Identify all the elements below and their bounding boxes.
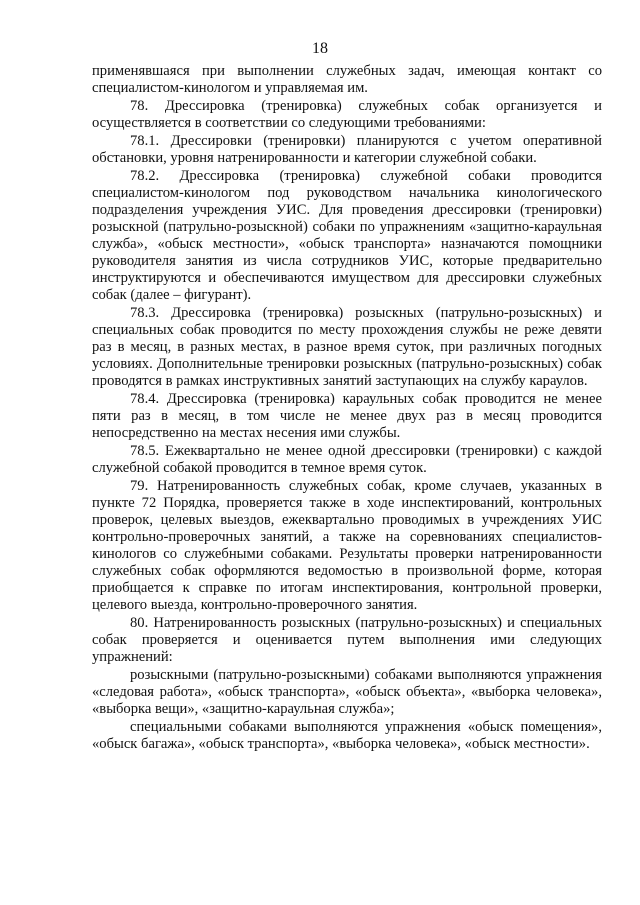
paragraph-79: 79. Натренированность служебных собак, кроме случаев, указанных в пункте 72 Порядка, проверяется также в ходе инспектирований, контрольных проверок, целевых выездов, ежеквартально проводимых в учреждениях УИС контрольно-проверочных занятий, а также на соревнованиях специалистов-кинологов со служебными собаками. Результаты проверки натренированности служебных собак оформляются ведомостью в произвольной форме, которая приобщается к справке по итогам инспектирования, контрольной проверки, целевого выезда, контрольно-проверочного занятия. <box>92 478 602 613</box>
paragraph-78-1: 78.1. Дрессировки (тренировки) планируются с учетом оперативной обстановки, уровня натренированности и категории служебной собаки. <box>92 133 602 166</box>
page-number: 18 <box>312 40 328 57</box>
paragraph-78-4: 78.4. Дрессировка (тренировка) караульных собак проводится не менее пяти раз в месяц, в том числе не менее двух раз в месяц проводится непосредственно на местах несения ими службы. <box>92 391 602 441</box>
paragraph-80-special-dogs: специальными собаками выполняются упражнения «обыск помещения», «обыск багажа», «обыск транспорта», «выборка человека», «обыск местности». <box>92 719 602 752</box>
paragraph-78-3: 78.3. Дрессировка (тренировка) розыскных (патрульно-розыскных) и специальных собак проводится по месту прохождения службы не реже девяти раз в месяц, в разных местах, в разное время суток, при различных погодных условиях. Дополнительные тренировки розыскных (патрульно-розыскных) собак проводятся в рамках инструктивных занятий заступающих на службу караулов. <box>92 305 602 389</box>
document-body <box>92 63 602 753</box>
paragraph-78-5: 78.5. Ежеквартально не менее одной дрессировки (тренировки) с каждой служебной собакой проводится в темное время суток. <box>92 443 602 476</box>
paragraph-80-search-dogs: розыскными (патрульно-розыскными) собаками выполняются упражнения «следовая работа», «обыск транспорта», «обыск объекта», «выборка человека», «выборка вещи», «защитно-караульная служба»; <box>92 667 602 717</box>
paragraph-continuation: применявшаяся при выполнении служебных задач, имеющая контакт со специалистом-кинологом и управляемая им. <box>92 63 602 96</box>
paragraph-78: 78. Дрессировка (тренировка) служебных собак организуется и осуществляется в соответствии со следующими требованиями: <box>92 98 602 131</box>
paragraph-80: 80. Натренированность розыскных (патрульно-розыскных) и специальных собак проверяется и оценивается путем выполнения ими следующих упражнений: <box>92 615 602 665</box>
paragraph-78-2: 78.2. Дрессировка (тренировка) служебной собаки проводится специалистом-кинологом под руководством начальника кинологического подразделения учреждения УИС. Для проведения дрессировки (тренировки) розыскной (патрульно-розыскной) собаки по упражнениям «защитно-караульная служба», «обыск местности», «обыск транспорта» назначаются помощники руководителя занятия из числа сотрудников УИС, которые предварительно инструктируются и обеспечиваются имуществом для дрессировки служебных собак (далее – фигурант). <box>92 168 602 303</box>
